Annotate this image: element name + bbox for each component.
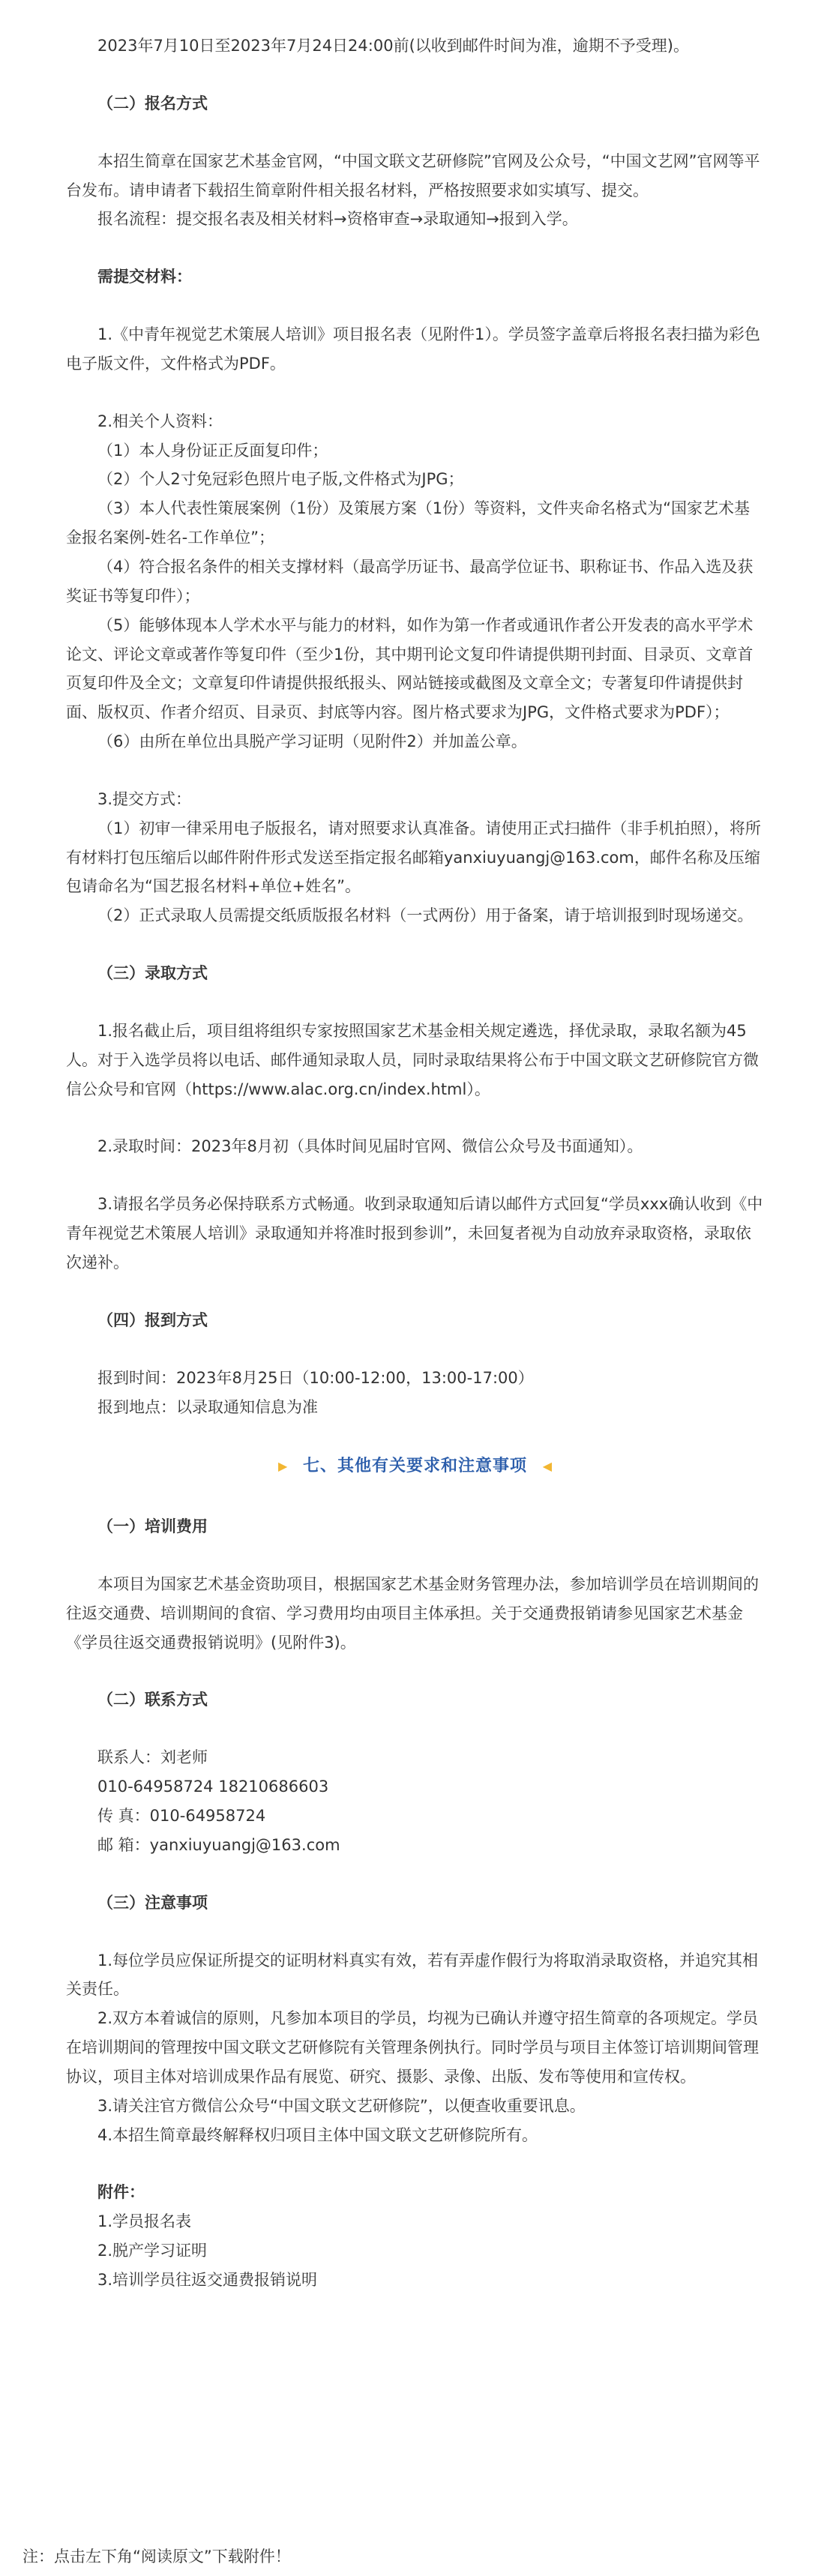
submission-item: （2）正式录取人员需提交纸质版报名材料（一式两份）用于备案，请于培训报到时现场递交。 bbox=[97, 906, 754, 925]
footer-note: 注：点击左下角“阅读原文”下载附件！ bbox=[22, 2548, 291, 2566]
annex-item: 2.脱产学习证明 bbox=[97, 2242, 208, 2260]
material-item-1: 1.《中青年视觉艺术策展人培训》项目报名表（见附件1）。学员签字盖章后将报名表扫描为彩色电子版文件，文件格式为PDF。 bbox=[66, 325, 760, 373]
banner-title: 七、其他有关要求和注意事项 bbox=[302, 1457, 527, 1476]
triangle-right-icon: ▶ bbox=[277, 1459, 288, 1474]
annex-heading: 附件： bbox=[97, 2183, 145, 2202]
triangle-left-icon: ◀ bbox=[542, 1459, 552, 1474]
annex-item: 3.培训学员往返交通费报销说明 bbox=[97, 2270, 318, 2289]
annex-item: 1.学员报名表 bbox=[97, 2212, 192, 2231]
personal-doc-item: （4）符合报名条件的相关支撑材料（最高学历证书、最高学位证书、职称证书、作品入选及获奖证书等复印件）； bbox=[66, 557, 754, 605]
section-banner bbox=[66, 1450, 764, 1484]
personal-doc-item: （3）本人代表性策展案例（1份）及策展方案（1份）等资料，文件夹命名格式为“国家艺术基金报名案例-姓名-工作单位”； bbox=[66, 499, 750, 547]
signup-process-paragraph: 报名流程：提交报名表及相关材料→资格审查→录取通知→报到入学。 bbox=[97, 210, 578, 229]
registration-period: 2023年7月10日至2023年7月24日24:00前(以收到邮件时间为准，逾期不予受理)。 bbox=[97, 37, 689, 55]
materials-heading: 需提交材料： bbox=[97, 268, 192, 286]
notes-item: 4.本招生简章最终解释权归项目主体中国文联文艺研修院所有。 bbox=[97, 2125, 538, 2144]
material-item-3-heading: 3.提交方式： bbox=[97, 789, 192, 808]
signup-method-paragraph: 本招生简章在国家艺术基金官网，“中国文联文艺研修院”官网及公众号，“中国文艺网”官网等平台发布。请申请者下载招生简章附件相关报名材料，严格按照要求如实填写、提交。 bbox=[66, 151, 760, 199]
personal-doc-item: （5）能够体现本人学术水平与能力的材料，如作为第一作者或通讯作者公开发表的高水平学术论文、评论文章或著作等复印件（至少1份，其中期刊论文复印件请提供期刊封面、目录页、文章首页复印件及全文；文章复印件请提供报纸报头、网站链接或截图及文章全文；专著复印件请提供封面、版权页、作者介绍页、目录页、封底等内容。图片格式要求为JPG，文件格式要求为PDF）； bbox=[66, 616, 754, 722]
section-heading-signup-method: （二）报名方式 bbox=[97, 94, 208, 112]
personal-doc-item: （1）本人身份证正反面复印件； bbox=[97, 441, 328, 460]
notes-item: 1.每位学员应保证所提交的证明材料真实有效，若有弄虚作假行为将取消录取资格，并追究其相关责任。 bbox=[66, 1951, 759, 1999]
contact-fax: 传 真：010-64958724 bbox=[97, 1806, 266, 1825]
section-heading-admission: （三）录取方式 bbox=[97, 964, 208, 983]
personal-doc-item: （6）由所在单位出具脱产学习证明（见附件2）并加盖公章。 bbox=[97, 732, 527, 751]
admission-paragraph-2: 2.录取时间：2023年8月初（具体时间见届时官网、微信公众号及书面通知）。 bbox=[97, 1137, 643, 1156]
section-heading-contact: （二）联系方式 bbox=[97, 1691, 208, 1709]
section-heading-fees: （一）培训费用 bbox=[97, 1517, 208, 1536]
personal-doc-item: （2）个人2寸免冠彩色照片电子版,文件格式为JPG； bbox=[97, 470, 464, 489]
checkin-place: 报到地点：以录取通知信息为准 bbox=[97, 1397, 318, 1416]
notes-item: 2.双方本着诚信的原则，凡参加本项目的学员，均视为已确认并遵守招生简章的各项规定。学员在培训期间的管理按中国文联文艺研修院有关管理条例执行。同时学员与项目主体签订培训期间管理协议，项目主体对培训成果作品有展览、研究、摄影、录像、出版、发布等使用和宣传权。 bbox=[66, 2009, 759, 2086]
material-item-2-heading: 2.相关个人资料： bbox=[97, 412, 223, 430]
contact-email: 邮 箱：yanxiuyuangj@163.com bbox=[97, 1835, 340, 1854]
contact-person: 联系人：刘老师 bbox=[97, 1748, 208, 1767]
fees-paragraph: 本项目为国家艺术基金资助项目，根据国家艺术基金财务管理办法，参加培训学员在培训期间的往返交通费、培训期间的食宿、学习费用均由项目主体承担。关于交通费报销请参见国家艺术基金《学员往返交通费报销说明》(见附件3)。 bbox=[66, 1574, 759, 1652]
section-heading-notes: （三）注意事项 bbox=[97, 1893, 208, 1912]
section-heading-checkin: （四）报到方式 bbox=[97, 1310, 208, 1329]
admission-paragraph-3: 3.请报名学员务必保持联系方式畅通。收到录取通知后请以邮件方式回复“学员xxx确认收到《中青年视觉艺术策展人培训》录取通知并将准时报到参训”，未回复者视为自动放弃录取资格，录取依次递补。 bbox=[66, 1195, 763, 1272]
submission-item: （1）初审一律采用电子版报名，请对照要求认真准备。请使用正式扫描件（非手机拍照），将所有材料打包压缩后以邮件附件形式发送至指定报名邮箱yanxiuyuangj@163.com，邮件名称及压缩包请命名为“国艺报名材料+单位+姓名”。 bbox=[66, 819, 761, 896]
admission-paragraph-1: 1.报名截止后，项目组将组织专家按照国家艺术基金相关规定遴选，择优录取，录取名额为45人。对于入选学员将以电话、邮件通知录取人员，同时录取结果将公布于中国文联文艺研修院官方微信公众号和官网（https://www.alac.org.cn/index.html）。 bbox=[66, 1021, 759, 1098]
checkin-time: 报到时间：2023年8月25日（10:00-12:00，13:00-17:00） bbox=[97, 1368, 534, 1387]
notes-item: 3.请关注官方微信公众号“中国文联文艺研修院”，以便查收重要讯息。 bbox=[97, 2096, 586, 2115]
contact-phone: 010-64958724 18210686603 bbox=[97, 1778, 329, 1796]
